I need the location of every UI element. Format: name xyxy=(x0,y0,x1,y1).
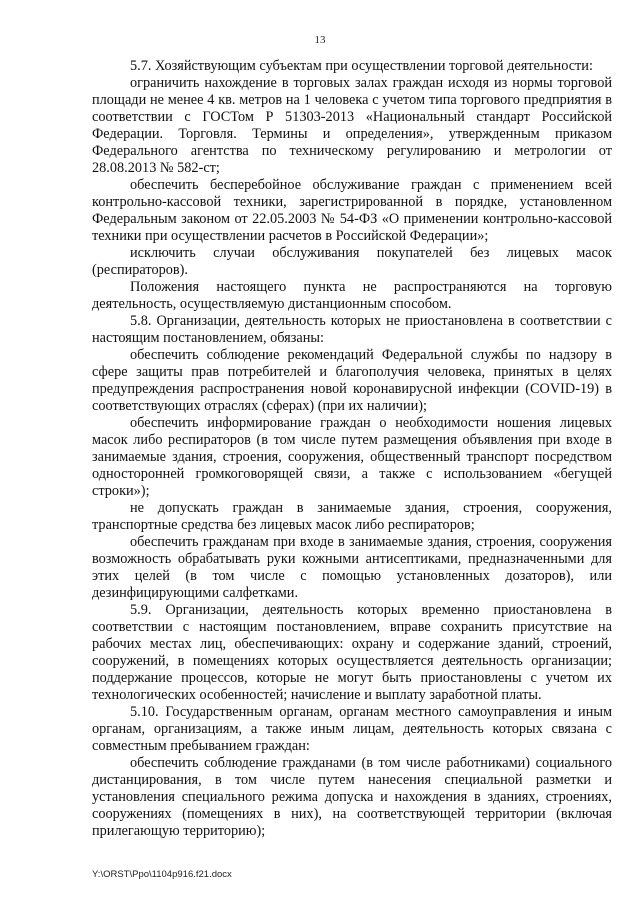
paragraph-5-10-heading: 5.10. Государственным органам, органам местного самоуправления и иным органам, организациям, а также иным лицам, деятельность которых связана с совместным пребыванием граждан: xyxy=(92,704,612,754)
page-number: 13 xyxy=(314,34,326,46)
paragraph-remote-trade-exemption: Положения настоящего пункта не распространяются на торговую деятельность, осуществляемую дистанционным способом. xyxy=(92,279,612,312)
paragraph-5-9: 5.9. Организации, деятельность которых временно приостановлена в соответствии с настоящим постановлением, вправе сохранить присутствие на рабочих местах лиц, обеспечивающих: охрану и содержание зданий, строений, сооружений, в помещениях которых осуществляется деятельность организации; поддержание процессов, которые не могут быть приостановлены с учетом их технологических особенностей; начисление и выплату заработной платы. xyxy=(92,602,612,703)
paragraph-mask-requirement: исключить случаи обслуживания покупателей без лицевых масок (респираторов). xyxy=(92,245,612,278)
document-body xyxy=(92,58,612,840)
paragraph-hand-sanitizing: обеспечить гражданам при входе в занимаемые здания, строения, сооружения возможность обрабатывать руки кожными антисептиками, предназначенными для этих целей (в том числе с помощью установленных дозаторов), или дезинфицирующими салфетками. xyxy=(92,534,612,601)
paragraph-5-8-heading: 5.8. Организации, деятельность которых не приостановлена в соответствии с настоящим постановлением, обязаны: xyxy=(92,313,612,346)
paragraph-cash-register-service: обеспечить бесперебойное обслуживание граждан с применением всей контрольно-кассовой техники, зарегистрированной в порядке, установленном Федеральным законом от 22.05.2003 № 54-ФЗ «О применении контрольно-кассовой техники при осуществлении расчетов в Российской Федерации»; xyxy=(92,177,612,244)
paragraph-rospotrebnadzor-recommendations: обеспечить соблюдение рекомендаций Федеральной службы по надзору в сфере защиты прав потребителей и благополучия человека, принятых в целях предупреждения распространения новой коронавирусной инфекции (COVID-19) в соответствующих отраслях (сферах) (при их наличии); xyxy=(92,347,612,414)
paragraph-trade-area-limit: ограничить нахождение в торговых залах граждан исходя из нормы торговой площади не менее 4 кв. метров на 1 человека с учетом типа торгового предприятия в соответствии с ГОСТом Р 51303-2013 «Национальный стандарт Российской Федерации. Торговля. Термины и определения», утвержденным приказом Федерального агентства по техническому регулированию и метрологии от 28.08.2013 № 582-ст; xyxy=(92,75,612,176)
footer-file-path: Y:\ORST\Ppo\1104p916.f21.docx xyxy=(92,869,232,880)
paragraph-5-7-heading: 5.7. Хозяйствующим субъектам при осуществлении торговой деятельности: xyxy=(130,58,593,74)
paragraph-mask-information: обеспечить информирование граждан о необходимости ношения лицевых масок либо респираторов (в том числе путем размещения объявления при входе в занимаемые здания, строения, сооружения, общественный транспорт посредством односторонней громкоговорящей связи, а также с использованием «бегущей строки»); xyxy=(92,415,612,499)
paragraph-social-distancing: обеспечить соблюдение гражданами (в том числе работниками) социального дистанцирования, в том числе путем нанесения специальной разметки и установления специального режима допуска и нахождения в зданиях, строениях, сооружениях (помещениях в них), на соответствующей территории (включая прилегающую территорию); xyxy=(92,755,612,839)
paragraph-no-entry-without-masks: не допускать граждан в занимаемые здания, строения, сооружения, транспортные средства без лицевых масок либо респираторов; xyxy=(92,500,612,533)
